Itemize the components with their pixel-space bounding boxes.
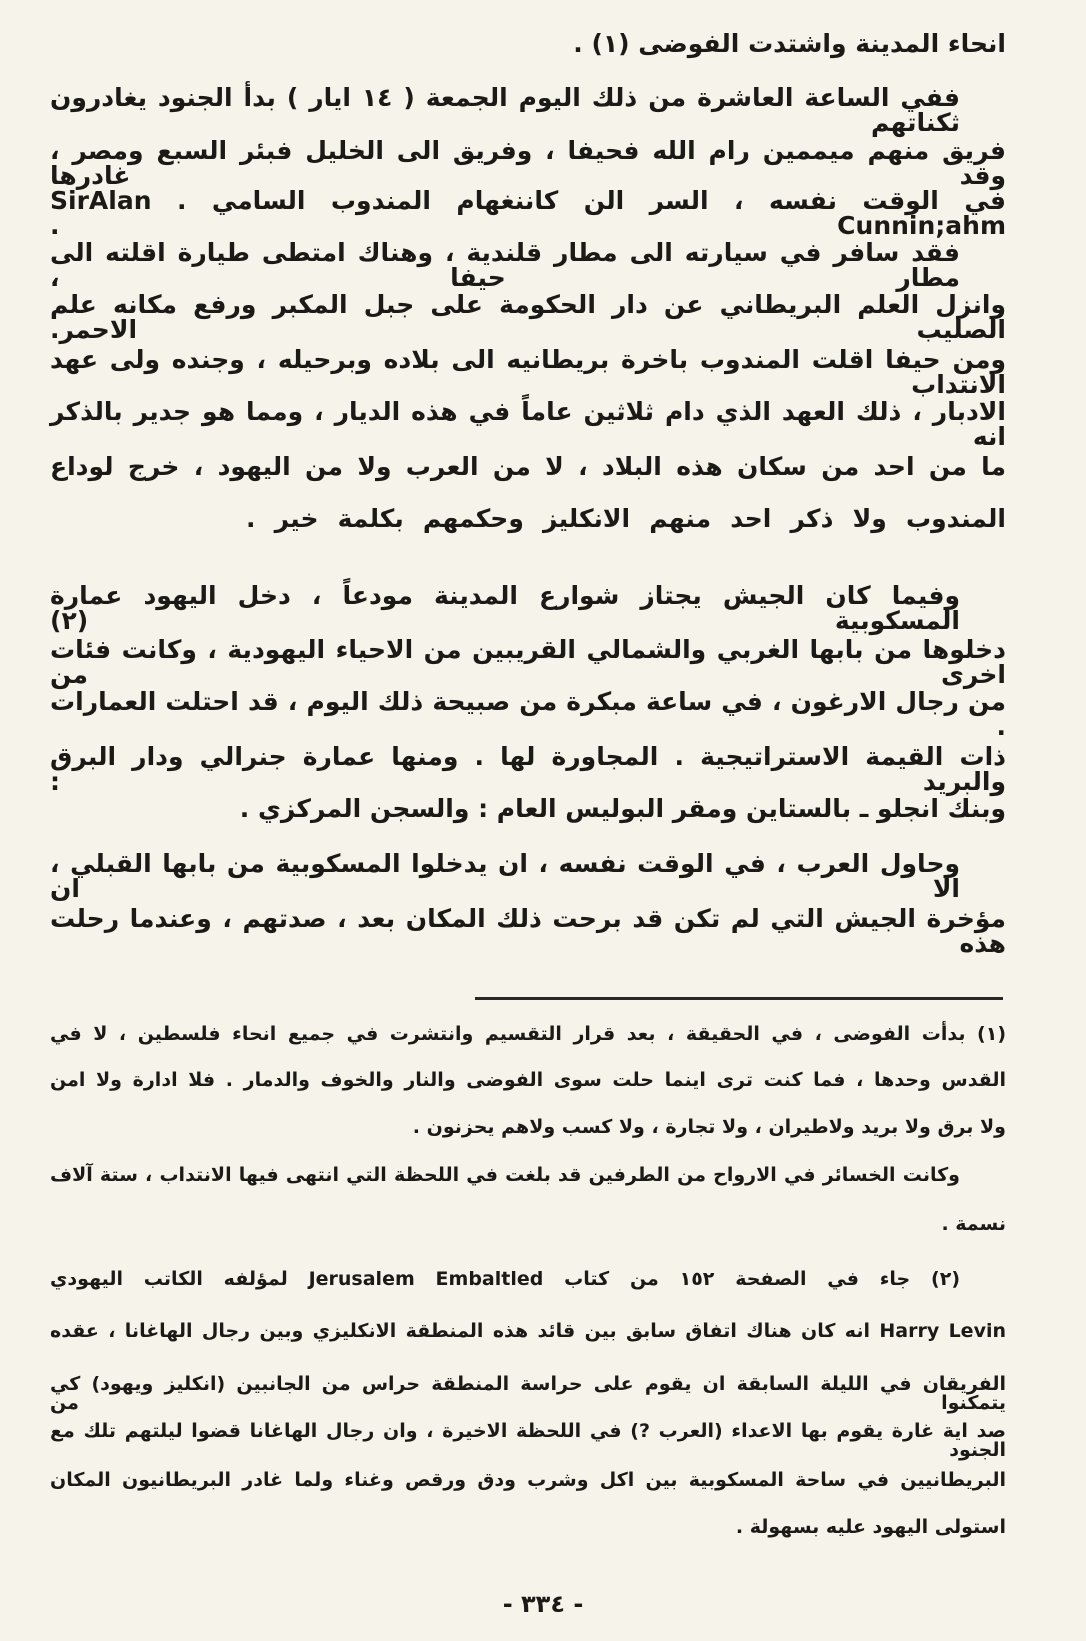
footnote-line: استولى اليهود عليه بسهولة . [735,1516,1006,1538]
body-line: فقد سافر في سيارته الى مطار قلندية ، وهناك امتطى طيارة اقلته الى مطار حيفا ، [50,238,960,292]
footnote-line: Harry Levin انه كان هناك اتفاق سابق بين قائد هذه المنطقة الانكليزي وبين رجال الهاغانا ، عقده [50,1320,1006,1342]
body-line: دخلوها من بابها الغربي والشمالي القريبين من الاحياء اليهودية ، وكانت فئات اخرى من [50,635,1006,689]
body-line: ذات القيمة الاستراتيجية . المجاورة لها . ومنها عمارة جنرالي ودار البرق والبريد : [50,742,1006,796]
body-line: في الوقت نفسه ، السر الن كاننغهام المندوب السامي . SirAlan Cunnin;ahm . [50,186,1006,240]
body-line: وفيما كان الجيش يجتاز شوارع المدينة مودعاً ، دخل اليهود عمارة المسكوبية (٢) [50,581,960,635]
body-line: الادبار ، ذلك العهد الذي دام ثلاثين عاماً في هذه الديار ، ومما هو جدير بالذكر انه [50,397,1006,451]
body-line: ما من احد من سكان هذه البلاد ، لا من العرب ولا من اليهود ، خرج لوداع [50,452,1006,481]
footnote-line: وكانت الخسائر في الارواح من الطرفين قد بلغت في اللحظة التي انتهى فيها الانتداب ، ستة آلاف [50,1164,960,1186]
body-line: وحاول العرب ، في الوقت نفسه ، ان يدخلوا المسكوبية من بابها القبلي ، الا ان [50,849,960,903]
body-line: مؤخرة الجيش التي لم تكن قد برحت ذلك المكان بعد ، صدتهم ، وعندما رحلت هذه [50,904,1006,958]
footnote-line: صد اية غارة يقوم بها الاعداء (العرب ?) في اللحظة الاخيرة ، وان رجال الهاغانا قضوا ليلتهم تلك مع الجنود [50,1420,1006,1461]
footnote-line: (١) بدأت الفوضى ، في الحقيقة ، بعد قرار التقسيم وانتشرت في جميع انحاء فلسطين ، لا في [50,1023,1006,1045]
footnote-line: البريطانيين في ساحة المسكوبية بين اكل وشرب ودق ورقص وغناء ولما غادر البريطانيون المكان [50,1469,1006,1491]
body-line: وبنك انجلو ـ بالستاين ومقر البوليس العام : والسجن المركزي . [239,794,1006,823]
footnote-line: القدس وحدها ، فما كنت ترى اينما حلت سوى الفوضى والنار والخوف والدمار . فلا ادارة ولا امن [50,1069,1006,1091]
body-line: من رجال الارغون ، في ساعة مبكرة من صبيحة ذلك اليوم ، قد احتلت العمارات . [50,687,1006,741]
body-line: وانزل العلم البريطاني عن دار الحكومة على جبل المكبر ورفع مكانه علم الصليب الاحمر. [50,290,1006,344]
footnote-line: الفريقان في الليلة السابقة ان يقوم على حراسة المنطقة حراس من الجانبين (انكليز ويهود) كي يتمكنوا من [50,1373,1006,1414]
footnote-line: نسمة . [941,1213,1006,1235]
footnote-line: (٢) جاء في الصفحة ١٥٢ من كتاب Jerusalem Embaltled لمؤلفه الكاتب اليهودي [50,1268,960,1290]
footnote-divider [475,997,1003,1000]
page-number: - ٣٣٤ - [502,1590,584,1618]
body-line: المندوب ولا ذكر احد منهم الانكليز وحكمهم بكلمة خير . [246,504,1006,533]
body-line: فريق منهم ميممين رام الله فحيفا ، وفريق الى الخليل فبئر السبع ومصر ، وقد غادرها [50,136,1006,190]
body-line: انحاء المدينة واشتدت الفوضى (١) . [573,29,1006,58]
footnote-line: ولا برق ولا بريد ولاطيران ، ولا تجارة ، ولا كسب ولاهم يحزنون . [412,1116,1006,1138]
body-line: ومن حيفا اقلت المندوب باخرة بريطانيه الى بلاده وبرحيله ، وجنده ولى عهد الانتداب [50,345,1006,399]
body-line: ففي الساعة العاشرة من ذلك اليوم الجمعة ( ١٤ ايار ) بدأ الجنود يغادرون ثكناتهم [50,83,960,137]
